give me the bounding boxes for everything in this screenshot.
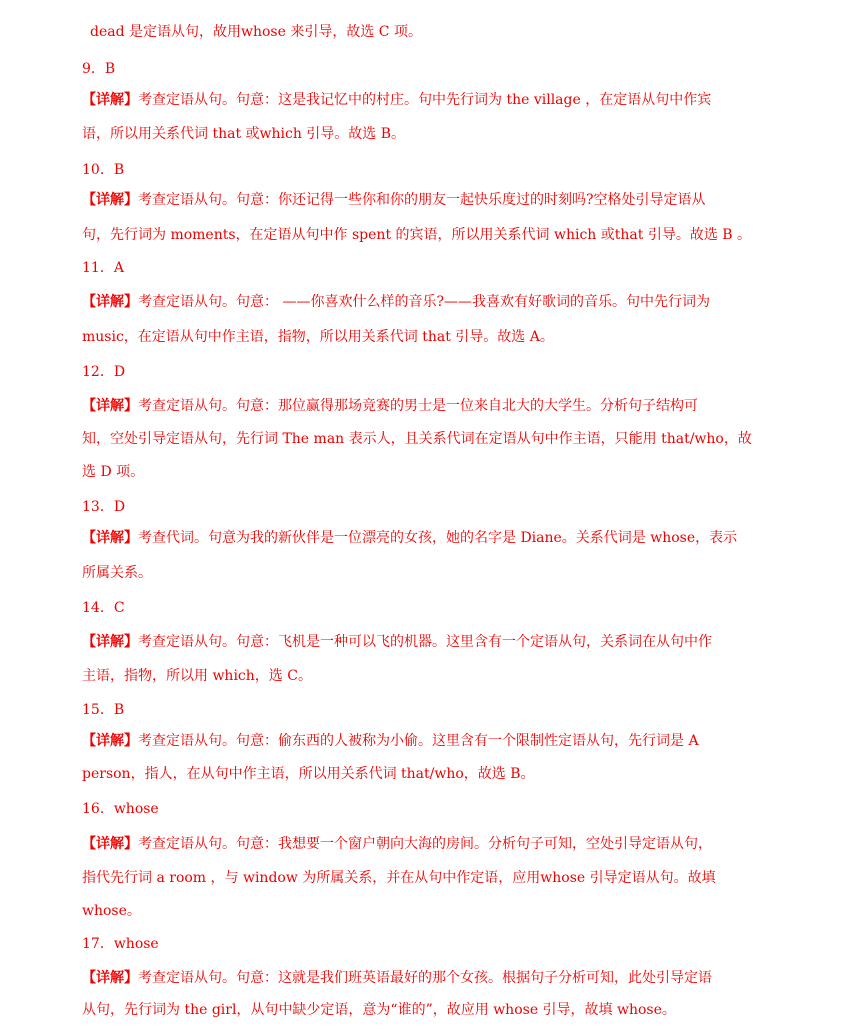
explanation-line: 【详解】考查定语从句。句意：飞机是一种可以飞的机器。这里含有一个定语从句，关系词在从句中作 [82,634,712,650]
text-line: 语，所以用关系代词 that 或which 引导。故选 B。 [82,126,406,142]
answer-number: 9．B [82,61,116,77]
answer-number: 17．whose [82,936,159,952]
text-line: dead 是定语从句，故用whose 来引导，故选 C 项。 [90,24,422,40]
answer-number: 16．whose [82,801,159,817]
answer-number: 14．C [82,600,125,616]
text-line: 句，先行词为 moments，在定语从句中作 spent 的宾语，所以用关系代词 which 或that 引导。故选 B 。 [82,227,752,243]
answer-number: 10．B [82,162,125,178]
answer-number: 11．A [82,260,124,276]
text-line: person，指人，在从句中作主语，所以用关系代词 that/who，故选 B。 [82,766,535,782]
explanation-line: 【详解】考查定语从句。句意：这是我记忆中的村庄。句中先行词为 the village ，在定语从句中作宾 [82,92,712,108]
answer-number: 15．B [82,702,125,718]
explanation-line: 【详解】考查定语从句。句意： ——你喜欢什么样的音乐?——我喜欢有好歌词的音乐。句中先行词为 [82,294,710,310]
explanation-line: 【详解】考查定语从句。句意：偷东西的人被称为小偷。这里含有一个限制性定语从句，先行词是 A [82,733,699,749]
answer-number: 12．D [82,364,126,380]
text-line: 选 D 项。 [82,464,145,480]
text-line: 从句，先行词为 the girl，从句中缺少定语，意为“谁的”，故应用 whose 引导，故填 whose。 [82,1002,676,1018]
text-line: music，在定语从句中作主语，指物，所以用关系代词 that 引导。故选 A。 [82,329,554,345]
text-line: whose。 [82,903,141,919]
explanation-line: 【详解】考查代词。句意为我的新伙伴是一位漂亮的女孩，她的名字是 Diane。关系代词是 whose，表示 [82,530,738,546]
text-line: 所属关系。 [82,565,152,581]
answer-number: 13．D [82,499,126,515]
text-line: 知，空处引导定语从句，先行词 The man 表示人，且关系代词在定语从句中作主语，只能用 that/who，故 [82,431,752,447]
explanation-line: 【详解】考查定语从句。句意：我想要一个窗户朝向大海的房间。分析句子可知，空处引导定语从句， [82,836,712,852]
explanation-line: 【详解】考查定语从句。句意：那位赢得那场竞赛的男士是一位来自北大的大学生。分析句子结构可 [82,398,698,414]
text-line: 指代先行词 a room ，与 window 为所属关系，并在从句中作定语，应用whose 引导定语从句。故填 [82,870,716,886]
explanation-line: 【详解】考查定语从句。句意：这就是我们班英语最好的那个女孩。根据句子分析可知，此处引导定语 [82,970,712,986]
text-line: 主语，指物，所以用 which，选 C。 [82,668,312,684]
explanation-line: 【详解】考查定语从句。句意：你还记得一些你和你的朋友一起快乐度过的时刻吗?空格处引导定语从 [82,192,706,208]
